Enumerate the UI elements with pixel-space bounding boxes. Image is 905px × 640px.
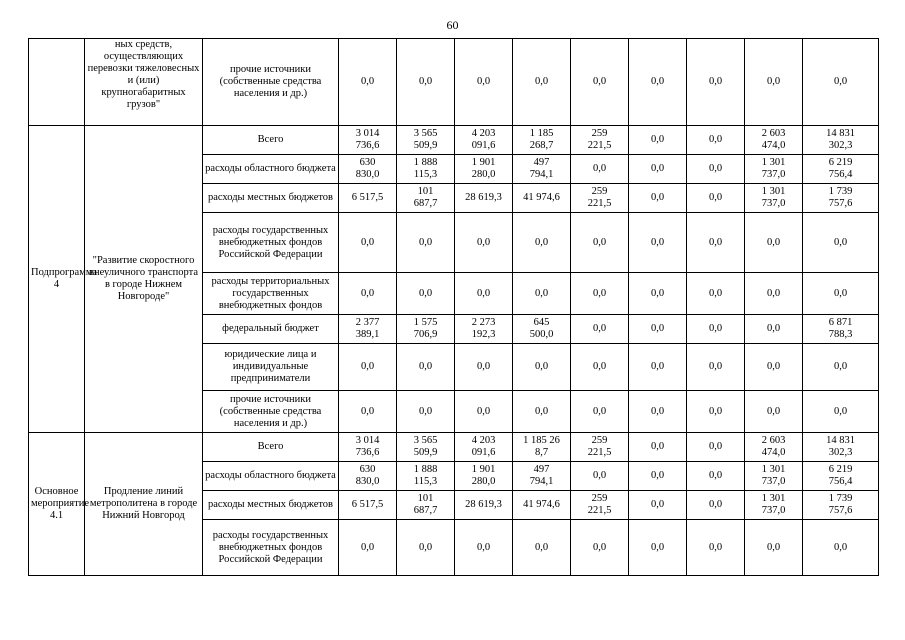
value-cell: 41 974,6 — [513, 491, 571, 520]
value-cell: 0,0 — [687, 273, 745, 315]
value-cell: 0,0 — [571, 213, 629, 273]
value-cell: 4 203 091,6 — [455, 126, 513, 155]
value-cell: 4 203 091,6 — [455, 433, 513, 462]
value-cell: 0,0 — [513, 391, 571, 433]
page-number: 60 — [446, 18, 459, 32]
value-cell: 0,0 — [339, 213, 397, 273]
value-cell: 497 794,1 — [513, 462, 571, 491]
value-cell: 101 687,7 — [397, 184, 455, 213]
value-cell: 1 301 737,0 — [745, 491, 803, 520]
value-cell: 0,0 — [571, 520, 629, 576]
table-row — [29, 433, 879, 462]
value-cell: 14 831 302,3 — [803, 126, 879, 155]
value-cell: 1 301 737,0 — [745, 462, 803, 491]
value-cell: 6 517,5 — [339, 184, 397, 213]
value-cell: 0,0 — [745, 213, 803, 273]
value-cell: 0,0 — [803, 344, 879, 391]
table-row — [29, 39, 879, 126]
value-cell: 0,0 — [397, 344, 455, 391]
value-cell: 0,0 — [571, 462, 629, 491]
value-cell: 1 301 737,0 — [745, 155, 803, 184]
value-cell: 0,0 — [455, 273, 513, 315]
value-cell: 0,0 — [687, 315, 745, 344]
value-cell: 0,0 — [687, 126, 745, 155]
value-cell: 1 575 706,9 — [397, 315, 455, 344]
value-cell: 497 794,1 — [513, 155, 571, 184]
value-cell: 2 377 389,1 — [339, 315, 397, 344]
source-cell: прочие источники (собственные средства населения и др.) — [203, 391, 339, 433]
value-cell: 0,0 — [745, 273, 803, 315]
value-cell: 0,0 — [629, 184, 687, 213]
value-cell: 0,0 — [629, 462, 687, 491]
source-cell: Всего — [203, 433, 339, 462]
value-cell: 14 831 302,3 — [803, 433, 879, 462]
value-cell: 0,0 — [397, 520, 455, 576]
value-cell: 259 221,5 — [571, 491, 629, 520]
value-cell: 0,0 — [803, 39, 879, 126]
value-cell: 0,0 — [803, 520, 879, 576]
value-cell: 0,0 — [397, 213, 455, 273]
value-cell: 3 014 736,6 — [339, 126, 397, 155]
level-cell: Подпрограмма 4 — [29, 126, 85, 433]
source-cell: федеральный бюджет — [203, 315, 339, 344]
value-cell: 0,0 — [687, 520, 745, 576]
value-cell: 0,0 — [629, 213, 687, 273]
value-cell: 0,0 — [687, 391, 745, 433]
value-cell: 1 901 280,0 — [455, 155, 513, 184]
value-cell: 101 687,7 — [397, 491, 455, 520]
value-cell: 0,0 — [513, 213, 571, 273]
value-cell: 0,0 — [571, 273, 629, 315]
value-cell: 0,0 — [397, 391, 455, 433]
value-cell: 0,0 — [339, 391, 397, 433]
value-cell: 0,0 — [629, 39, 687, 126]
value-cell: 0,0 — [397, 273, 455, 315]
value-cell: 0,0 — [571, 315, 629, 344]
value-cell: 3 565 509,9 — [397, 126, 455, 155]
value-cell: 0,0 — [513, 520, 571, 576]
value-cell: 0,0 — [339, 520, 397, 576]
value-cell: 259 221,5 — [571, 126, 629, 155]
value-cell: 0,0 — [687, 491, 745, 520]
value-cell: 6 517,5 — [339, 491, 397, 520]
value-cell: 0,0 — [629, 315, 687, 344]
value-cell: 0,0 — [339, 344, 397, 391]
value-cell: 2 603 474,0 — [745, 433, 803, 462]
value-cell: 6 871 788,3 — [803, 315, 879, 344]
value-cell: 0,0 — [339, 39, 397, 126]
source-cell: расходы государственных внебюджетных фондов Российской Федерации — [203, 520, 339, 576]
value-cell: 6 219 756,4 — [803, 462, 879, 491]
value-cell: 0,0 — [687, 184, 745, 213]
value-cell: 0,0 — [571, 391, 629, 433]
value-cell: 0,0 — [745, 315, 803, 344]
source-cell: расходы местных бюджетов — [203, 491, 339, 520]
value-cell: 0,0 — [629, 491, 687, 520]
value-cell: 0,0 — [629, 273, 687, 315]
value-cell: 645 500,0 — [513, 315, 571, 344]
value-cell: 2 603 474,0 — [745, 126, 803, 155]
value-cell: 0,0 — [687, 213, 745, 273]
source-cell: расходы областного бюджета — [203, 155, 339, 184]
program-name-cell: ных средств, осуществляющих перевозки тяжеловесных и (или) крупногабаритных грузов" — [85, 39, 203, 126]
value-cell: 1 739 757,6 — [803, 184, 879, 213]
value-cell: 1 888 115,3 — [397, 155, 455, 184]
value-cell: 0,0 — [803, 391, 879, 433]
value-cell: 1 185 268,7 — [513, 126, 571, 155]
value-cell: 41 974,6 — [513, 184, 571, 213]
value-cell: 0,0 — [513, 39, 571, 126]
source-cell: расходы областного бюджета — [203, 462, 339, 491]
value-cell: 3 014 736,6 — [339, 433, 397, 462]
value-cell: 6 219 756,4 — [803, 155, 879, 184]
value-cell: 1 901 280,0 — [455, 462, 513, 491]
value-cell: 0,0 — [745, 520, 803, 576]
level-cell: Основное мероприятие 4.1 — [29, 433, 85, 576]
value-cell: 0,0 — [745, 391, 803, 433]
value-cell: 0,0 — [629, 520, 687, 576]
value-cell: 0,0 — [629, 344, 687, 391]
value-cell: 630 830,0 — [339, 462, 397, 491]
value-cell: 0,0 — [687, 462, 745, 491]
source-cell: прочие источники (собственные средства населения и др.) — [203, 39, 339, 126]
budget-table — [28, 38, 879, 576]
value-cell: 0,0 — [455, 39, 513, 126]
value-cell: 0,0 — [687, 39, 745, 126]
value-cell: 0,0 — [803, 273, 879, 315]
value-cell: 0,0 — [339, 273, 397, 315]
value-cell: 259 221,5 — [571, 184, 629, 213]
table-row — [29, 126, 879, 155]
value-cell: 0,0 — [803, 213, 879, 273]
value-cell: 0,0 — [571, 155, 629, 184]
value-cell: 0,0 — [455, 391, 513, 433]
value-cell: 28 619,3 — [455, 491, 513, 520]
value-cell: 0,0 — [513, 344, 571, 391]
value-cell: 0,0 — [397, 39, 455, 126]
value-cell: 0,0 — [571, 344, 629, 391]
program-name-cell: Продление линий метрополитена в городе Нижний Новгород — [85, 433, 203, 576]
value-cell: 0,0 — [629, 126, 687, 155]
value-cell: 3 565 509,9 — [397, 433, 455, 462]
level-cell — [29, 39, 85, 126]
value-cell: 0,0 — [513, 273, 571, 315]
value-cell: 28 619,3 — [455, 184, 513, 213]
value-cell: 0,0 — [745, 39, 803, 126]
value-cell: 259 221,5 — [571, 433, 629, 462]
source-cell: юридические лица и индивидуальные предприниматели — [203, 344, 339, 391]
value-cell: 630 830,0 — [339, 155, 397, 184]
value-cell: 0,0 — [455, 520, 513, 576]
value-cell: 1 301 737,0 — [745, 184, 803, 213]
program-name-cell: "Развитие скоростного внеуличного транспорта в городе Нижнем Новгороде" — [85, 126, 203, 433]
value-cell: 1 739 757,6 — [803, 491, 879, 520]
value-cell: 0,0 — [629, 433, 687, 462]
value-cell: 0,0 — [455, 344, 513, 391]
value-cell: 2 273 192,3 — [455, 315, 513, 344]
value-cell: 0,0 — [745, 344, 803, 391]
value-cell: 0,0 — [687, 344, 745, 391]
source-cell: расходы государственных внебюджетных фондов Российской Федерации — [203, 213, 339, 273]
value-cell: 1 185 26 8,7 — [513, 433, 571, 462]
source-cell: расходы территориальных государственных внебюджетных фондов — [203, 273, 339, 315]
source-cell: Всего — [203, 126, 339, 155]
value-cell: 0,0 — [571, 39, 629, 126]
value-cell: 0,0 — [687, 433, 745, 462]
value-cell: 0,0 — [687, 155, 745, 184]
source-cell: расходы местных бюджетов — [203, 184, 339, 213]
value-cell: 0,0 — [629, 155, 687, 184]
value-cell: 1 888 115,3 — [397, 462, 455, 491]
value-cell: 0,0 — [629, 391, 687, 433]
value-cell: 0,0 — [455, 213, 513, 273]
